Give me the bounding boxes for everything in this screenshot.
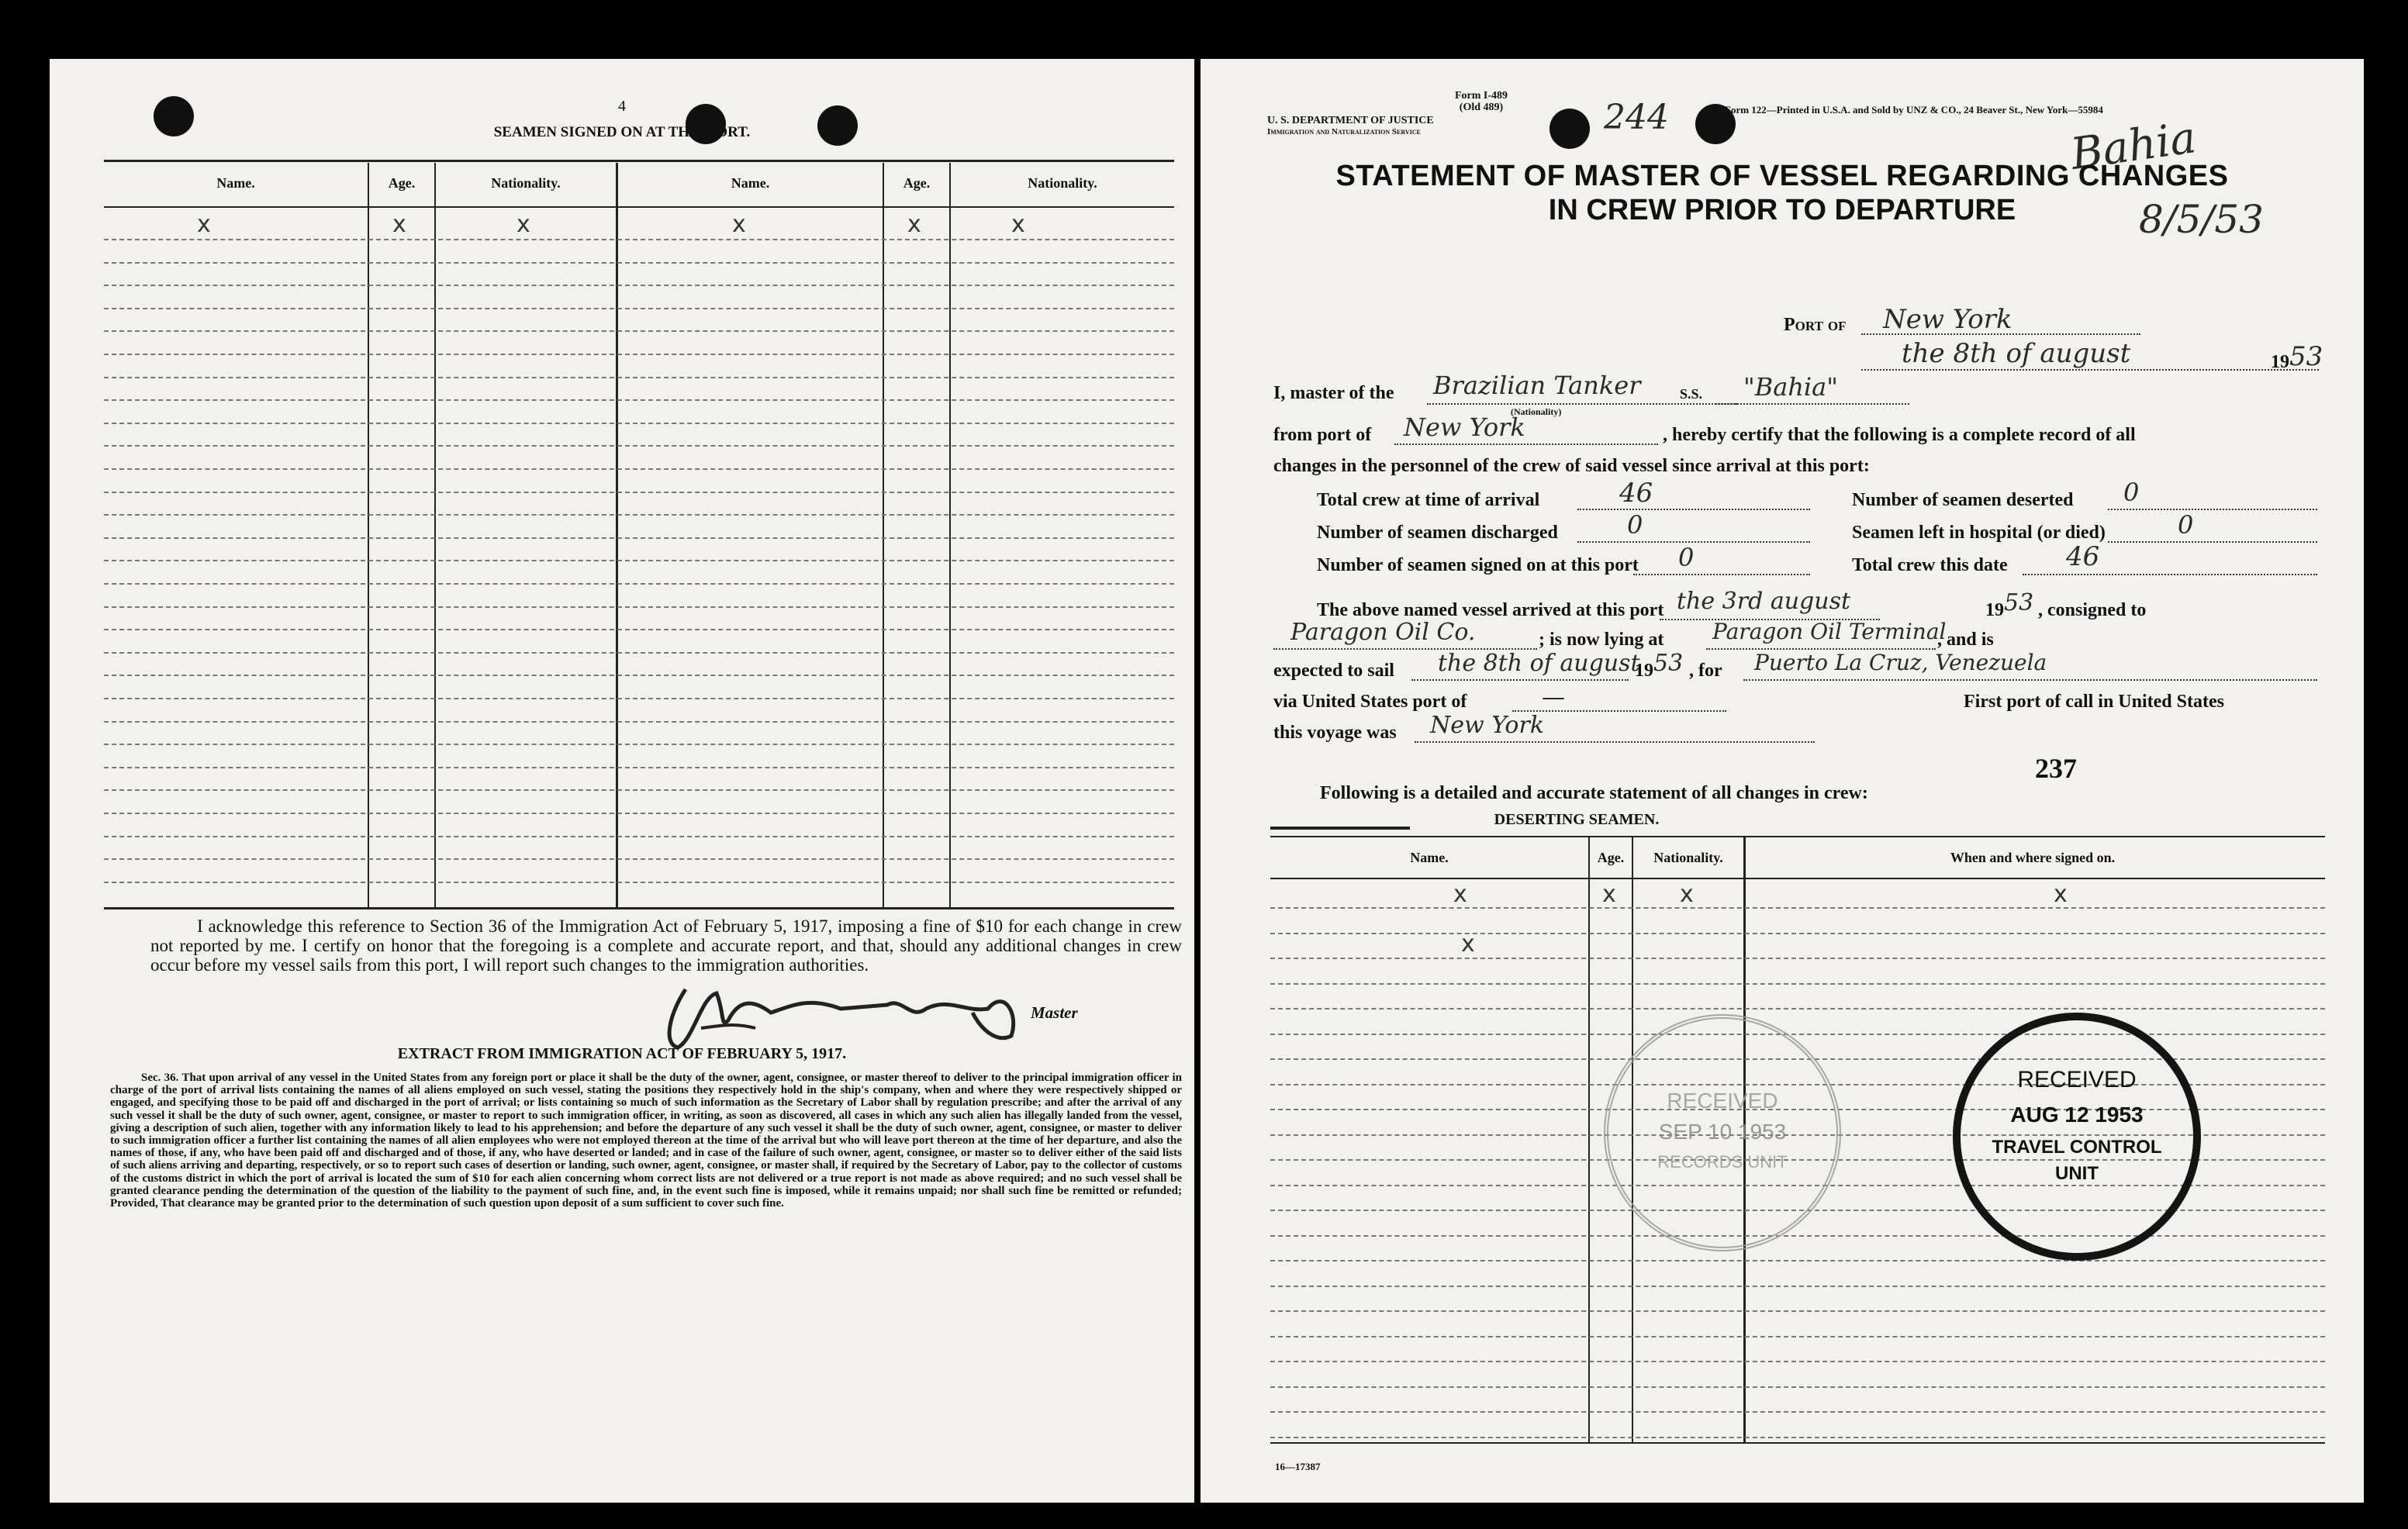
col-header-nationality: Nationality. [491,175,561,191]
row-rule [104,675,1174,676]
punch-hole [1549,109,1590,149]
row-rule [104,330,1174,332]
col-header-nationality: Nationality. [1028,175,1097,191]
expected-label: expected to sail [1273,661,1394,681]
table-cell: x [732,211,746,238]
voyage-label: this voyage was [1273,723,1397,743]
row-rule [104,583,1174,585]
form-number-237: 237 [2035,753,2077,784]
port-label: Port of [1784,315,1847,335]
row-rule [104,789,1174,791]
stat-label: Number of seamen discharged [1317,523,1558,543]
arrived-value: the 3rd august [1677,588,1851,615]
row-rule [104,377,1174,378]
row-rule [104,492,1174,493]
row-rule [104,423,1174,424]
row-rule [104,698,1174,699]
lying-value: Paragon Oil Terminal [1712,619,1947,644]
row-rule [1270,1386,2325,1388]
nationality-caption: (Nationality) [1511,406,1562,417]
col-header-name: Name. [1410,850,1449,865]
from-port-label: from port of [1273,425,1372,445]
service: Immigration and Naturalization Service [1267,127,1421,136]
deserting-title: DESERTING SEAMEN. [1494,811,1660,828]
col-header-age: Age. [1597,850,1625,865]
table-cell: x [516,211,530,238]
port-value: New York [1883,304,2012,335]
row-rule [104,629,1174,630]
table-cell: x [1453,881,1467,908]
voyage-value: New York [1430,712,1544,739]
row-rule [104,721,1174,723]
row-rule [1270,1235,2325,1237]
stat-label: Number of seamen deserted [1852,490,2074,510]
form-id [1404,90,1559,113]
row-rule [1270,907,2325,909]
row-rule [104,445,1174,447]
stat-value: 0 [2123,478,2140,507]
certify-text: , hereby certify that the following is a complete record of all [1663,425,2136,445]
row-rule [1270,1286,2325,1287]
row-rule [104,308,1174,309]
extract-body [110,1072,1182,1210]
table-cell: x [1461,930,1475,958]
row-rule [1270,1034,2325,1035]
master-label: Master [1031,1003,1078,1022]
stat-label: Number of seamen signed on at this port [1317,555,1639,575]
arrived-label: The above named vessel arrived at this port [1317,600,1664,620]
row-rule [104,836,1174,837]
extract-text: That upon arrival of any vessel in the United States from any foreign port or place it shall be the duty of the owner, agent, consignee, or master thereof to deliver to the principal immigration officer in charge of the port of arrival lists containing the names of all aliens employed on such vessel, stating the positions they respectively hold in the ship's company, when and where they were respectively shipped or engaged, and specifying those to be paid off and discharged in the port of arrival; or lists containing so much of such information as the Secretary of Labor shall by regulation prescribe; and after the arrival of any such vessel it shall be the duty of such owner, agent, consignee, or master to report to such immigration officer, in writing, as soon as discovered, all cases in which any such alien has illegally landed from the vessel, giving a description of such alien, together with any information likely to lead to his apprehension; and before the departure of any such vessel it shall be the duty of such owner, agent, consignee, or master to deliver to such immigration officer a further list containing the names of all alien employees who were not employed thereon at the time of the arrival but who will leave port thereon at the time of her departure, and also the names of those, if any, who have been paid off and discharged and of those, if any, who have deserted or landed; and in case of the failure of such owner, agent, consignee, or master so to deliver either of the said lists of such aliens arriving and departing, respectively, or so to report such cases of desertion or landing, such owner, agent, consignee, or master shall, if required by the Secretary of Labor, pay to the collector of customs of the customs district in which the port of arrival is located the sum of $10 for each alien concerning whom correct lists are not delivered or a true report is not made as above required; and no such vessel shall be granted clearance pending the determination of the question of the liability to the payment of such fine, and, in the event such fine is imposed, while it remains unpaid; nor shall such fine be remitted or refunded; Provided, That clearance may be granted prior to the determination of such question upon deposit of a sum sufficient to cover such fine. [110,1072,1182,1210]
via-label: via United States port of [1273,692,1467,712]
stat-value: 0 [2178,510,2194,540]
lying-label: ; is now lying at [1539,630,1664,650]
row-rule [1270,1437,2325,1438]
section-title: SEAMEN SIGNED ON AT THIS PORT. [493,124,751,140]
row-rule [1270,1260,2325,1262]
row-rule [104,652,1174,654]
acknowledgment-text: I acknowledge this reference to Section 36 of the Immigration Act of February 5, 1917, imposing a fine of $10 for each change in crew not reported by me. I certify on honor that the foregoing is a complete and accurate report, and that, should any additional changes in crew occur before my vessel sails from this port, I will report such changes to the immigration authorities. [150,916,1182,975]
for-label: , for [1689,661,1722,681]
row-rule [104,468,1174,470]
changes-text: changes in the personnel of the crew of said vessel since arrival at this port: [1273,456,1870,476]
vessel-value: "Bahia" [1743,372,1838,402]
row-rule [1270,958,2325,959]
row-rule [1270,933,2325,934]
consigned-label: , consigned to [2038,600,2147,620]
row-rule [104,813,1174,814]
expected-value: the 8th of august [1438,650,1640,677]
row-rule [1270,1336,2325,1337]
master-of-label: I, master of the [1273,383,1394,403]
stamp-line: AUG 12 1953 [2010,1103,2144,1127]
row-rule [104,399,1174,401]
stat-value: 46 [1619,478,1653,509]
nationality-value: Brazilian Tanker [1433,371,1641,400]
received-records-stamp [1604,1014,1841,1251]
row-rule [1270,1310,2325,1312]
row-rule [104,744,1174,745]
row-rule [1270,1411,2325,1413]
agency-block [1267,115,1434,138]
col-header-age: Age. [903,175,931,191]
col-header-age: Age. [388,175,416,191]
expected-year: 53 [1653,650,1684,677]
row-rule [104,767,1174,768]
printer-note: Form 122—Printed in U.S.A. and Sold by UNZ & CO., 24 Beaver St., New York—55984 [1725,104,2103,116]
date-value: the 8th of august [1902,338,2131,369]
year-prefix: 19 [2271,352,2289,372]
row-rule [104,262,1174,264]
title-line-1: STATEMENT OF MASTER OF VESSEL REGARDING CHANGES [1335,160,2229,192]
row-rule [104,239,1174,240]
stamp-line: RECEIVED [2017,1067,2137,1092]
stamp-line: RECORDS UNIT [1657,1152,1788,1172]
stat-label: Seamen left in hospital (or died) [1852,523,2106,543]
row-rule [104,354,1174,355]
first-port-label: First port of call in United States [1964,692,2224,712]
row-rule [1270,1361,2325,1362]
handwritten-ship: Bahia [2068,112,2199,180]
stamp-line: UNIT [2055,1163,2099,1184]
ss-label: S.S. [1680,386,1703,402]
extract-title: EXTRACT FROM IMMIGRATION ACT OF FEBRUARY 5, 1917. [397,1045,847,1062]
year-value: 53 [2289,341,2323,372]
right-page [1201,59,2364,1503]
row-rule [1270,1008,2325,1010]
row-rule [104,537,1174,539]
col-header-nationality: Nationality. [1653,850,1723,865]
stat-label: Total crew at time of arrival [1317,490,1540,510]
row-rule [104,858,1174,860]
table-cell: x [197,211,211,238]
table-cell: x [1680,881,1694,908]
table-cell: x [907,211,921,238]
table-cell: x [2054,881,2068,908]
stat-value: 46 [2066,541,2100,572]
consignee-value: Paragon Oil Co. [1290,619,1476,646]
via-value: — [1542,684,1565,711]
row-rule [104,606,1174,608]
stamp-line: SEP 10 1953 [1658,1120,1787,1144]
table-cell: x [1011,211,1025,238]
left-page [50,59,1194,1503]
form-number: Form I-489 [1454,90,1508,102]
row-rule [104,285,1174,286]
row-rule [1270,983,2325,985]
stamp-line: TRAVEL CONTROL [1992,1137,2162,1158]
table-cell: x [1602,881,1616,908]
stat-value: 0 [1627,510,1643,540]
col-header-name: Name. [216,175,255,191]
table-cell: x [392,211,406,238]
arrived-year-prefix: 19 [1985,600,2004,620]
col-header-when-where: When and where signed on. [1950,850,2116,865]
page-number: 4 [618,98,626,115]
row-rule [104,560,1174,561]
department: U. S. DEPARTMENT OF JUSTICE [1267,115,1434,126]
title-line-2: IN CREW PRIOR TO DEPARTURE [1548,194,2016,226]
from-port-value: New York [1404,412,1525,442]
handwritten-reference: 244 [1604,98,1669,137]
handwritten-date: 8/5/53 [2139,197,2264,242]
form-old: (Old 489) [1459,102,1504,113]
footer-code: 16—17387 [1275,1461,1321,1472]
stamp-line: RECEIVED [1667,1089,1778,1113]
extract-section-label: Sec. 36. [141,1072,179,1084]
and-is: , and is [1937,630,1994,650]
received-travel-stamp [1953,1013,2201,1261]
row-rule [104,514,1174,516]
destination-value: Puerto La Cruz, Venezuela [1754,650,2047,675]
stat-value: 0 [1678,543,1695,572]
col-header-name: Name. [731,175,770,191]
arrived-year: 53 [2004,589,2034,616]
stat-label: Total crew this date [1852,555,2008,575]
following-text: Following is a detailed and accurate statement of all changes in crew: [1320,783,1868,803]
expected-year-prefix: 19 [1635,661,1653,681]
row-rule [104,882,1174,883]
